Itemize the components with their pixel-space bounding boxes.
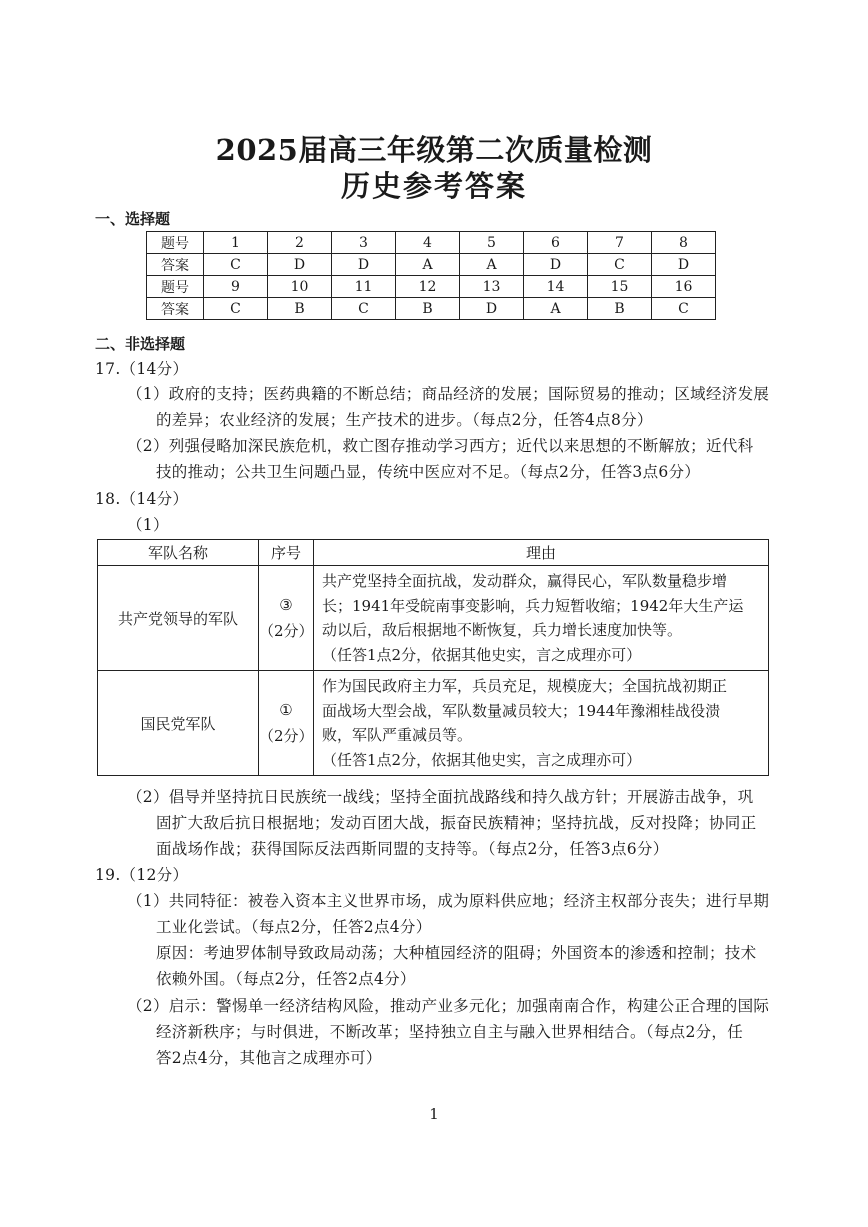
reason-line: （任答1点2分，依据其他史实，言之成理亦可）: [322, 645, 642, 664]
row-label: 题号: [147, 232, 204, 254]
q17-part1-line1: （1）政府的支持；医药典籍的不断总结；商品经济的发展；国际贸易的推动；区域经济发展: [127, 385, 770, 403]
table-cell: A: [524, 298, 588, 320]
reason-line: 作为国民政府主力军，兵员充足，规模庞大；全国抗战初期正: [322, 677, 728, 695]
q19-part1-line1: （1）共同特征：被卷入资本主义世界市场，成为原料供应地；经济主权部分丧失；进行早期: [127, 892, 770, 910]
army-reason: [314, 671, 769, 776]
table-cell: 3: [332, 232, 396, 254]
reason-line: 共产党坚持全面抗战，发动群众，赢得民心，军队数量稳步增: [322, 572, 728, 590]
table-row: [147, 254, 716, 276]
table-header-reason: 理由: [314, 540, 769, 566]
table-cell: 1: [204, 232, 268, 254]
q19-part2-line1: （2）启示：警惕单一经济结构风险，推动产业多元化；加强南南合作，构建公正合理的国际: [127, 997, 770, 1015]
answer-key-table: [146, 231, 716, 320]
table-cell: D: [268, 254, 332, 276]
table-cell: C: [204, 254, 268, 276]
table-cell: 9: [204, 276, 268, 298]
q19-part1-line4: 依赖外国。（每点2分，任答2点4分）: [156, 970, 416, 988]
section-heading-multiple-choice: 一、选择题: [95, 210, 171, 228]
q18-part2-line2: 固扩大敌后抗日根据地；发动百团大战，振奋民族精神；坚持抗战，反对投降；协同正: [156, 814, 757, 832]
q17-header: 17.（14分）: [95, 360, 189, 378]
table-cell: D: [652, 254, 716, 276]
table-cell: 16: [652, 276, 716, 298]
reason-line: 败，军队严重减员等。: [322, 726, 473, 744]
table-cell: 8: [652, 232, 716, 254]
row-label: 答案: [147, 298, 204, 320]
army-number: [259, 671, 314, 776]
number-symbol: ③: [279, 596, 293, 614]
row-label: 题号: [147, 276, 204, 298]
table-cell: D: [524, 254, 588, 276]
reason-line: 动以后，敌后根据地不断恢复，兵力增长速度加快等。: [322, 621, 683, 639]
table-cell: 12: [396, 276, 460, 298]
q17-part2-line2: 技的推动；公共卫生问题凸显，传统中医应对不足。（每点2分，任答3点6分）: [156, 463, 701, 481]
table-cell: 4: [396, 232, 460, 254]
q17-part2-line1: （2）列强侵略加深民族危机，救亡图存推动学习西方；近代以来思想的不断解放；近代科: [127, 437, 754, 455]
table-cell: D: [332, 254, 396, 276]
table-row: [147, 232, 716, 254]
section-heading-open-questions: 二、非选择题: [95, 335, 186, 353]
q19-part1-line3: 原因：考迪罗体制导致政局动荡；大种植园经济的阻碍；外国资本的渗透和控制；技术: [156, 944, 757, 962]
table-row: [98, 566, 769, 671]
table-cell: C: [204, 298, 268, 320]
army-comparison-table: [97, 539, 769, 776]
table-cell: 10: [268, 276, 332, 298]
army-name: 共产党领导的军队: [98, 566, 259, 671]
table-cell: B: [588, 298, 652, 320]
table-cell: 6: [524, 232, 588, 254]
table-cell: 5: [460, 232, 524, 254]
q18-header: 18.（14分）: [95, 490, 189, 508]
q18-part2-line3: 面战场作战；获得国际反法西斯同盟的支持等。（每点2分，任答3点6分）: [156, 840, 669, 858]
table-cell: B: [396, 298, 460, 320]
table-row: [147, 298, 716, 320]
table-cell: B: [268, 298, 332, 320]
page-number: 1: [429, 1105, 439, 1123]
table-cell: 14: [524, 276, 588, 298]
table-cell: 11: [332, 276, 396, 298]
q18-part1-label: （1）: [127, 516, 169, 534]
reason-line: （任答1点2分，依据其他史实，言之成理亦可）: [322, 750, 642, 769]
table-cell: 2: [268, 232, 332, 254]
q19-part2-line2: 经济新秩序；与时俱进，不断改革；坚持独立自主与融入世界相结合。（每点2分，任: [156, 1023, 744, 1041]
table-cell: C: [652, 298, 716, 320]
document-title: 2025届高三年级第二次质量检测: [215, 133, 653, 167]
q19-header: 19.（12分）: [95, 866, 189, 884]
number-score: （2分）: [259, 727, 314, 745]
table-cell: 13: [460, 276, 524, 298]
table-cell: 15: [588, 276, 652, 298]
table-cell: D: [460, 298, 524, 320]
army-number: [259, 566, 314, 671]
reason-line: 面战场大型会战，军队数量减员较大；1944年豫湘桂战役溃: [322, 701, 721, 720]
q17-part1-line2: 的差异；农业经济的发展；生产技术的进步。（每点2分，任答4点8分）: [156, 411, 653, 429]
row-label: 答案: [147, 254, 204, 276]
document-subtitle: 历史参考答案: [340, 169, 527, 203]
table-header-number: 序号: [259, 540, 314, 566]
q19-part1-line2: 工业化尝试。（每点2分，任答2点4分）: [156, 918, 432, 936]
table-row: [98, 671, 769, 776]
army-name: 国民党军队: [98, 671, 259, 776]
table-cell: A: [460, 254, 524, 276]
number-score: （2分）: [259, 622, 314, 640]
table-row: [147, 276, 716, 298]
table-cell: C: [588, 254, 652, 276]
table-cell: C: [332, 298, 396, 320]
army-reason: [314, 566, 769, 671]
table-header-army: 军队名称: [98, 540, 259, 566]
table-cell: 7: [588, 232, 652, 254]
number-symbol: ①: [279, 701, 293, 719]
reason-line: 长；1941年受皖南事变影响，兵力短暂收缩；1942年大生产运: [322, 596, 744, 615]
table-cell: A: [396, 254, 460, 276]
q18-part2-line1: （2）倡导并坚持抗日民族统一战线；坚持全面抗战路线和持久战方针；开展游击战争，巩: [127, 788, 754, 806]
q19-part2-line3: 答2点4分，其他言之成理亦可）: [156, 1049, 382, 1067]
